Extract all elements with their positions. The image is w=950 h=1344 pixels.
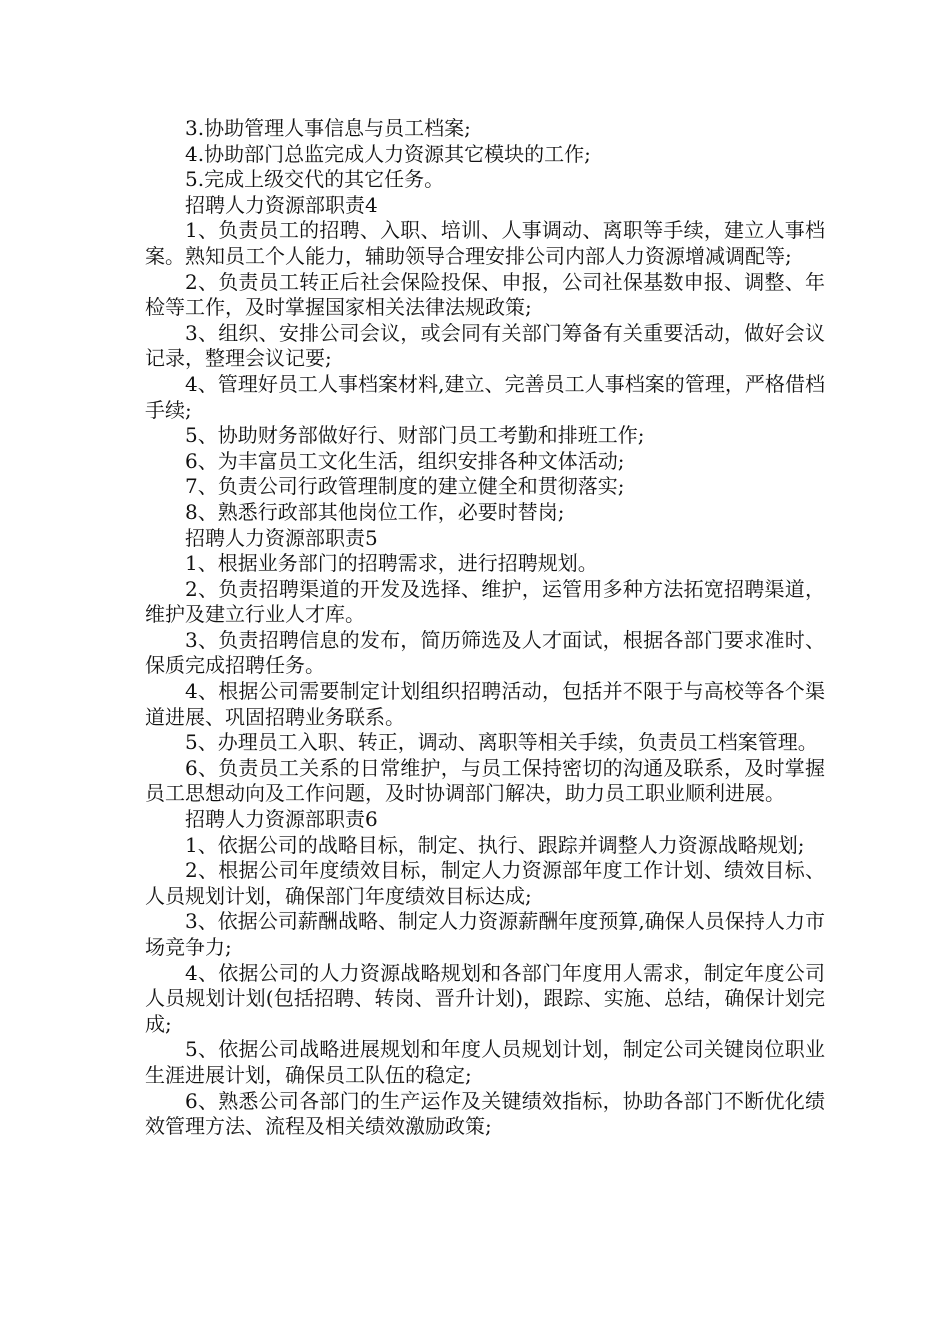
list-item: 3、依据公司薪酬战略、制定人力资源薪酬年度预算,确保人员保持人力市场竞争力;	[145, 909, 825, 959]
section-heading: 招聘人力资源部职责6	[185, 807, 378, 832]
list-item: 2、根据公司年度绩效目标，制定人力资源部年度工作计划、绩效目标、人员规划计划，确保部门年度绩效目标达成;	[145, 858, 825, 908]
list-item: 4、管理好员工人事档案材料,建立、完善员工人事档案的管理，严格借档手续;	[145, 371, 825, 422]
section-heading: 招聘人力资源部职责5	[185, 525, 378, 550]
list-item: 7、负责公司行政管理制度的建立健全和贯彻落实;	[185, 474, 625, 499]
list-item: 6、为丰富员工文化生活，组织安排各种文体活动;	[185, 448, 625, 473]
list-item: 5、协助财务部做好行、财部门员工考勤和排班工作;	[185, 423, 645, 448]
document-page	[145, 116, 825, 1140]
list-item: 5、办理员工入职、转正，调动、离职等相关手续，负责员工档案管理。	[185, 730, 818, 755]
line-item: 3.协助管理人事信息与员工档案;	[185, 116, 471, 140]
list-item: 3、负责招聘信息的发布，简历筛选及人才面试，根据各部门要求准时、保质完成招聘任务。	[145, 627, 825, 678]
line-item: 5.完成上级交代的其它任务。	[185, 167, 445, 192]
list-item: 2、负责员工转正后社会保险投保、申报，公司社保基数申报、调整、年检等工作，及时掌握国家相关法律法规政策;	[145, 269, 825, 320]
list-item: 6、负责员工关系的日常维护，与员工保持密切的沟通及联系，及时掌握员工思想动向及工作问题，及时协调部门解决，助力员工职业顺利进展。	[145, 755, 825, 806]
list-item: 4、根据公司需要制定计划组织招聘活动，包括并不限于与高校等各个渠道进展、巩固招聘业务联系。	[145, 679, 825, 729]
list-item: 1、负责员工的招聘、入职、培训、人事调动、离职等手续，建立人事档案。熟知员工个人能力，辅助领导合理安排公司内部人力资源增减调配等;	[145, 218, 825, 268]
list-item: 6、熟悉公司各部门的生产运作及关键绩效指标，协助各部门不断优化绩效管理方法、流程及相关绩效激励政策;	[145, 1088, 825, 1139]
list-item: 1、依据公司的战略目标，制定、执行、跟踪并调整人力资源战略规划;	[185, 832, 805, 857]
list-item: 2、负责招聘渠道的开发及选择、维护，运管用多种方法拓宽招聘渠道，维护及建立行业人才库。	[145, 576, 825, 627]
list-item: 1、根据业务部门的招聘需求，进行招聘规划。	[185, 551, 598, 576]
list-item: 4、依据公司的人力资源战略规划和各部门年度用人需求，制定年度公司人员规划计划(包括招聘、转岗、晋升计划)，跟踪、实施、总结，确保计划完成;	[145, 960, 825, 1036]
list-item: 8、熟悉行政部其他岗位工作，必要时替岗;	[185, 499, 565, 524]
list-item: 3、组织、安排公司会议，或会同有关部门筹备有关重要活动，做好会议记录，整理会议记要;	[145, 320, 825, 371]
list-item: 5、依据公司战略进展规划和年度人员规划计划，制定公司关键岗位职业生涯进展计划，确保员工队伍的稳定;	[145, 1037, 825, 1087]
line-item: 4.协助部门总监完成人力资源其它模块的工作;	[185, 141, 591, 166]
section-heading: 招聘人力资源部职责4	[185, 192, 378, 217]
